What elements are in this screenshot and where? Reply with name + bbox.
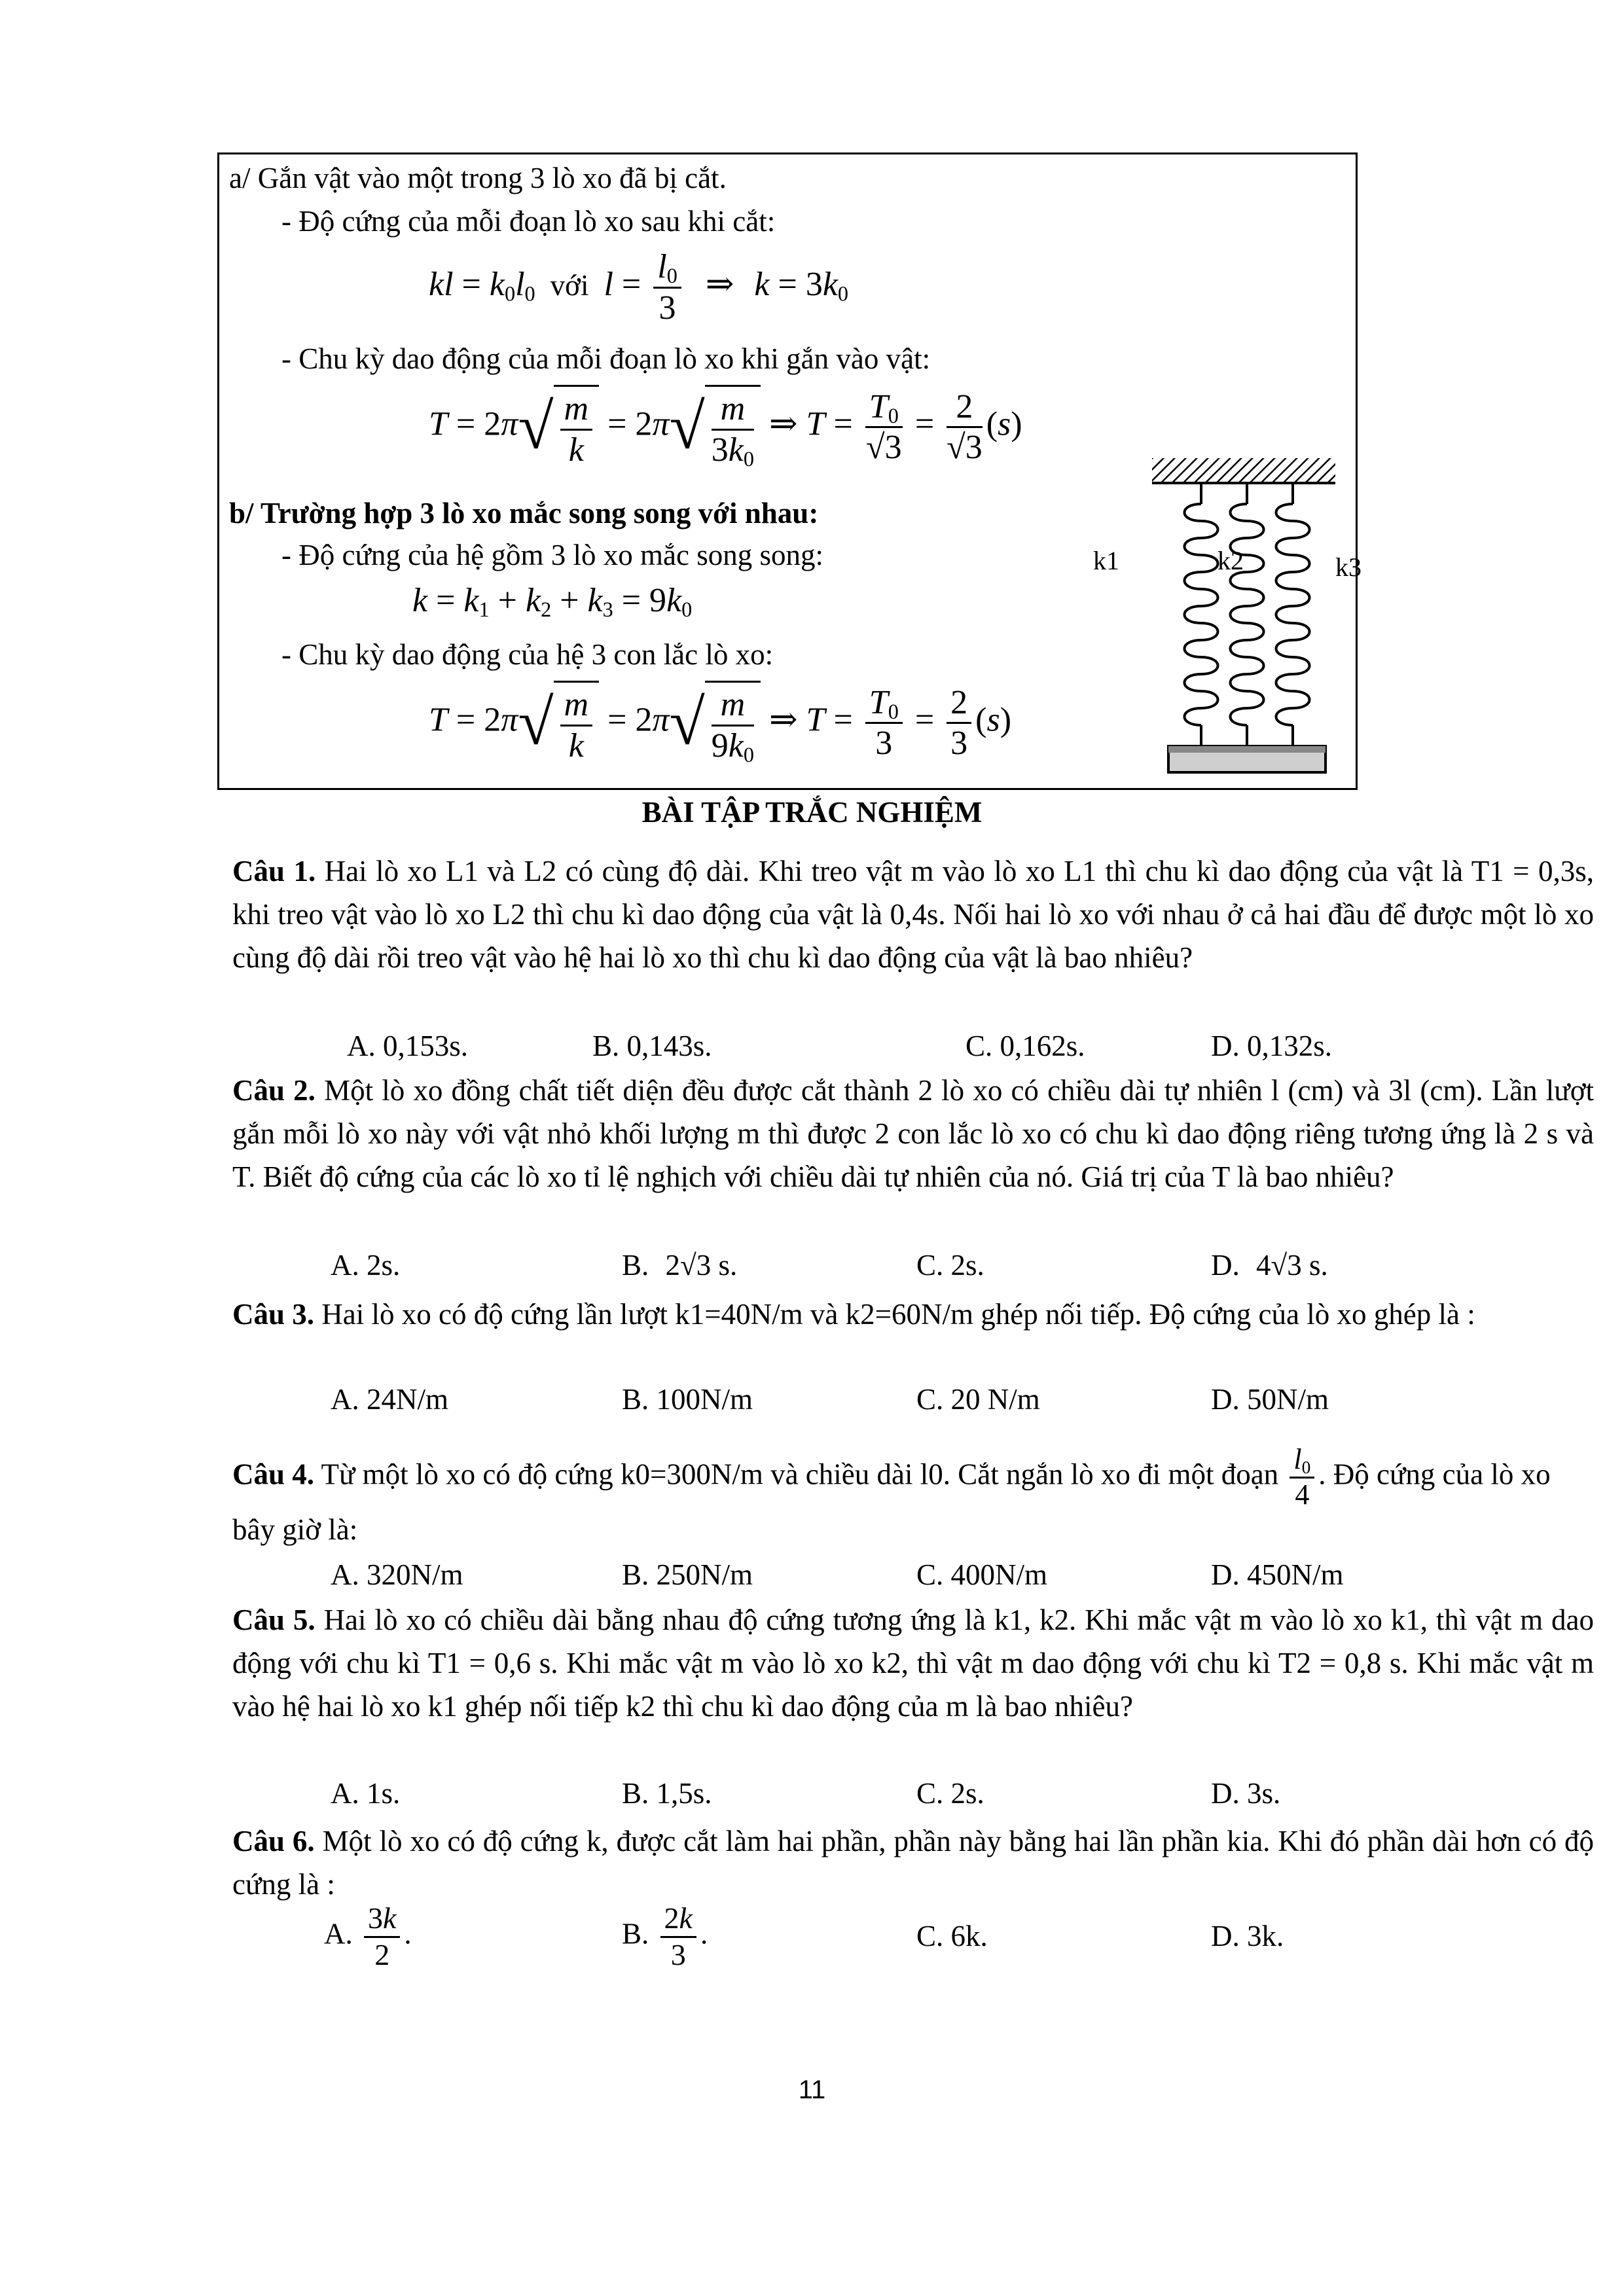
q6-option-a[interactable]: A. $\frac{3k}{2}$ . <box>324 1901 412 1971</box>
page-number: 11 <box>798 2075 826 2104</box>
q5-option-d[interactable]: D. 3s. <box>1211 1777 1281 1810</box>
label-k3: k3 <box>1335 552 1362 582</box>
spring-k2 <box>1231 483 1264 746</box>
three-springs-figure <box>1087 445 1362 785</box>
q6-option-c[interactable]: C. 6k. <box>916 1920 988 1952</box>
formula-period-b: T = 2π√ $\frac{m}{k}$ = 2π√ $\frac{m}{9k_0}$ ⇒ T = $\frac{T_0}{3}$ = $\frac{2}{3}$ (s) <box>429 681 1011 766</box>
q5-option-b[interactable]: B. 1,5s. <box>622 1777 712 1810</box>
formula-cut-stiffness: kl = $k_0l_0$ với l = $\frac{l_0}{3}$ ⇒ $k = 3k_0$ <box>429 248 849 327</box>
ceiling-hatch <box>1152 458 1335 482</box>
part-a-line1: - Độ cứng của mỗi đoạn lò xo sau khi cắt: <box>281 205 776 238</box>
section-title: BÀI TẬP TRẮC NGHIỆM <box>641 796 983 829</box>
part-b-line2: - Chu kỳ dao động của hệ 3 con lắc lò xo: <box>281 638 774 671</box>
spring-k1 <box>1185 483 1218 746</box>
question-4: Câu 4. Từ một lò xo có độ cứng k0=300N/m và chiều dài l0. Cắt ngắn lò xo đi một đoạn $\frac{l_0}{4}$ . Độ cứng của lò xo bây giờ là: <box>232 1443 1551 1547</box>
formula-parallel-stiffness: $k = k_1 + k_2 + k_3 = 9k_0$ <box>412 582 693 622</box>
question-2: Câu 2. Một lò xo đồng chất tiết diện đều được cắt thành 2 lò xo có chiều dài tự nhiên l (cm) và 3l (cm). Lần lượt gắn mỗi lò xo này với vật nhỏ khối lượng m thì được 2 con lắc lò xo có chu kì dao động riêng tương ứng là 2 s và T. Biết độ cứng của các lò xo tỉ lệ nghịch với chiều dài tự nhiên của nó. Giá trị của T là bao nhiêu? <box>232 1074 1594 1193</box>
formula-period-a: T = 2π√ $\frac{m}{k}$ = 2π√ $\frac{m}{3k_0}$ ⇒ T = $\frac{T_0}{√3}$ = $\frac{2}{√3}$ (s) <box>429 385 1022 470</box>
q1-option-d[interactable]: D. 0,132s. <box>1211 1030 1333 1062</box>
part-b-line1: - Độ cứng của hệ gồm 3 lò xo mắc song song: <box>281 539 823 571</box>
q3-option-d[interactable]: D. 50N/m <box>1211 1383 1329 1416</box>
part-a-title: a/ Gắn vật vào một trong 3 lò xo đã bị cắt. <box>229 162 727 194</box>
q2-option-c[interactable]: C. 2s. <box>916 1249 984 1282</box>
q1-option-b[interactable]: B. 0,143s. <box>592 1030 712 1062</box>
q2-option-a[interactable]: A. 2s. <box>331 1249 401 1282</box>
q3-option-a[interactable]: A. 24N/m <box>331 1383 448 1416</box>
q5-option-c[interactable]: C. 2s. <box>916 1777 984 1810</box>
q2-option-d[interactable]: D. 4√3 s. <box>1211 1249 1328 1282</box>
question-5: Câu 5. Hai lò xo có chiều dài bằng nhau độ cứng tương ứng là k1, k2. Khi mắc vật m vào lò xo k1, thì vật m dao động với chu kì T1 = 0,6 s. Khi mắc vật m vào lò xo k2, thì vật m dao động với chu kì T2 = 0,8 s. Khi mắc vật m vào hệ hai lò xo k1 ghép nối tiếp k2 thì chu kì dao động của m là bao nhiêu? <box>232 1604 1594 1723</box>
question-1: Câu 1. Hai lò xo L1 và L2 có cùng độ dài. Khi treo vật m vào lò xo L1 thì chu kì dao động của vật là T1 = 0,3s, khi treo vật vào lò xo L2 thì chu kì dao động của vật là 0,4s. Nối hai lò xo với nhau ở cả hai đầu để được một lò xo cùng độ dài rồi treo vật vào hệ hai lò xo thì chu kì dao động của vật là bao nhiêu? <box>232 855 1594 974</box>
q6-option-d[interactable]: D. 3k. <box>1211 1920 1284 1952</box>
q4-option-d[interactable]: D. 450N/m <box>1211 1558 1344 1591</box>
q4-option-c[interactable]: C. 400N/m <box>916 1558 1048 1591</box>
label-k1: k1 <box>1093 546 1119 575</box>
label-k2: k2 <box>1218 546 1244 575</box>
q2-option-b[interactable]: B. 2√3 s. <box>622 1249 738 1282</box>
part-b-title: b/ Trường hợp 3 lò xo mắc song song với nhau: <box>229 497 819 529</box>
question-3: Câu 3. Hai lò xo có độ cứng lần lượt k1=40N/m và k2=60N/m ghép nối tiếp. Độ cứng của lò xo ghép là : <box>232 1298 1475 1331</box>
question-6: Câu 6. Một lò xo có độ cứng k, được cắt làm hai phần, phần này bằng hai lần phần kia. Khi đó phần dài hơn có độ cứng là : <box>232 1825 1594 1901</box>
q4-option-b[interactable]: B. 250N/m <box>622 1558 753 1591</box>
q3-option-b[interactable]: B. 100N/m <box>622 1383 753 1416</box>
q1-option-c[interactable]: C. 0,162s. <box>965 1030 1085 1062</box>
part-a-line2: - Chu kỳ dao động của mỗi đoạn lò xo khi gắn vào vật: <box>281 342 931 375</box>
q3-option-c[interactable]: C. 20 N/m <box>916 1383 1040 1416</box>
q5-option-a[interactable]: A. 1s. <box>331 1777 401 1810</box>
q1-option-a[interactable]: A. 0,153s. <box>347 1030 469 1062</box>
spring-k3 <box>1276 483 1310 746</box>
q4-option-a[interactable]: A. 320N/m <box>331 1558 463 1591</box>
q6-option-b[interactable]: B. $\frac{2k}{3}$ . <box>622 1901 708 1971</box>
